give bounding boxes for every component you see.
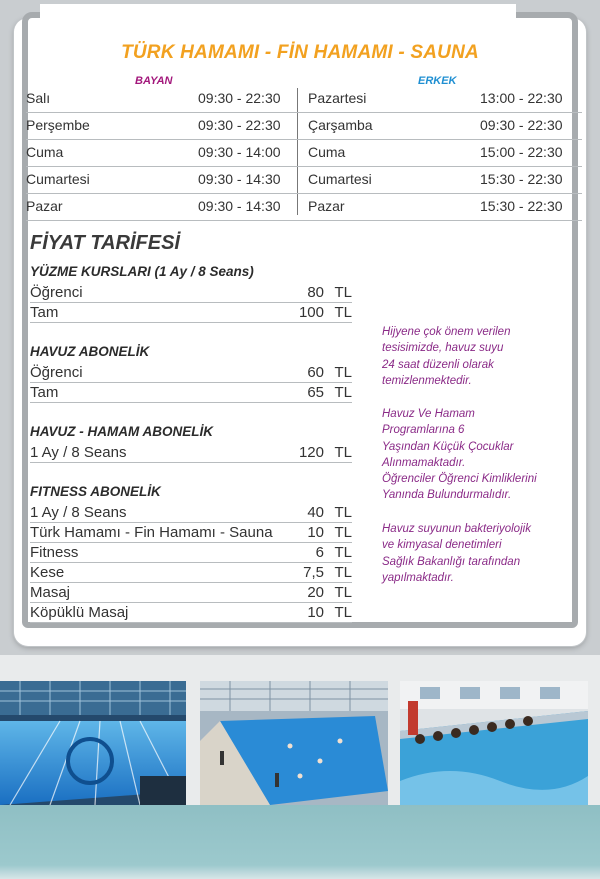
price-row (30, 583, 352, 603)
item-currency: TL (334, 584, 352, 601)
section-heading: HAVUZ ABONELİK (30, 344, 150, 359)
note-line: Alınmamaktadır. (382, 456, 466, 469)
item-name: Öğrenci (30, 284, 83, 301)
note-line: Hijyene çok önem verilen (382, 326, 511, 338)
schedule-row (26, 140, 582, 167)
erkek-time: 15:00 - 22:30 (480, 144, 563, 160)
erkek-time: 09:30 - 22:30 (480, 117, 563, 133)
row-rule (30, 322, 352, 323)
item-currency: TL (334, 384, 352, 401)
note-line: temizlenmektedir. (382, 374, 472, 387)
item-currency: TL (334, 284, 352, 301)
info-note (382, 521, 562, 586)
info-note (382, 406, 562, 504)
photo-swimming-class (400, 681, 588, 805)
erkek-day: Çarşamba (308, 117, 373, 133)
price-row (30, 603, 352, 623)
price-row (30, 543, 352, 563)
note-line: Yanında Bulundurmalıdır. (382, 489, 512, 502)
item-name: Masaj (30, 584, 71, 601)
item-amount: 10 (307, 524, 324, 541)
erkek-time: 13:00 - 22:30 (480, 90, 563, 106)
note-line: Programlarına 6 (382, 424, 465, 437)
price-row (30, 563, 352, 583)
schedule-row (26, 86, 582, 113)
row-rule (30, 622, 352, 623)
item-currency: TL (334, 444, 352, 461)
item-currency: TL (334, 504, 352, 521)
note-line: yapılmaktadır. (382, 571, 454, 584)
section-heading: HAVUZ - HAMAM ABONELİK (30, 424, 213, 439)
item-currency: TL (334, 604, 352, 621)
erkek-time: 15:30 - 22:30 (480, 171, 563, 187)
item-currency: TL (334, 364, 352, 381)
note-line: Havuz suyunun bakteriyolojik (382, 523, 531, 535)
info-note (382, 324, 562, 389)
item-name: Öğrenci (30, 364, 83, 381)
item-name: Tam (30, 304, 59, 321)
item-amount: 120 (298, 444, 324, 461)
page-title: TÜRK HAMAMI - FİN HAMAMI - SAUNA (121, 42, 479, 63)
item-amount: 60 (307, 364, 324, 381)
item-amount: 65 (307, 384, 324, 401)
schedule-table (26, 86, 582, 221)
erkek-day: Cumartesi (308, 171, 372, 187)
row-rule (30, 462, 352, 463)
item-currency: TL (334, 544, 352, 561)
bayan-time: 09:30 - 22:30 (198, 90, 281, 106)
item-amount: 20 (307, 584, 324, 601)
bayan-time: 09:30 - 14:30 (198, 198, 281, 214)
price-row (30, 383, 352, 403)
erkek-time: 15:30 - 22:30 (480, 198, 563, 214)
row-rule (26, 220, 582, 221)
item-name: Fitness (30, 544, 79, 561)
bayan-day: Salı (26, 90, 51, 106)
price-row (30, 303, 352, 323)
price-title: FİYAT TARİFESİ (30, 232, 180, 254)
bayan-label: BAYAN (135, 75, 173, 87)
note-line: 24 saat düzenli olarak (382, 358, 494, 371)
note-line: Havuz Ve Hamam (382, 408, 475, 420)
bayan-time: 09:30 - 14:00 (198, 144, 281, 160)
item-amount: 10 (307, 604, 324, 621)
item-currency: TL (334, 564, 352, 581)
item-amount: 80 (307, 284, 324, 301)
item-amount: 6 (315, 544, 324, 561)
item-currency: TL (334, 524, 352, 541)
bayan-time: 09:30 - 14:30 (198, 171, 281, 187)
price-row (30, 443, 352, 463)
item-amount: 40 (307, 504, 324, 521)
erkek-day: Cuma (308, 144, 346, 160)
erkek-day: Pazar (308, 198, 345, 214)
price-row (30, 523, 352, 543)
item-currency: TL (334, 304, 352, 321)
note-line: Sağlık Bakanlığı tarafından (382, 555, 521, 568)
photo-olympic-pool (0, 681, 186, 805)
item-name: Tam (30, 384, 59, 401)
frame-gap (40, 4, 516, 20)
item-name: Türk Hamamı - Fin Hamamı - Sauna (30, 524, 273, 541)
photo-recreation-pool (200, 681, 388, 805)
schedule-row (26, 113, 582, 140)
note-line: tesisimizde, havuz suyu (382, 342, 504, 355)
item-name: Köpüklü Masaj (30, 604, 129, 621)
row-rule (30, 402, 352, 403)
section-heading: YÜZME KURSLARI (1 Ay / 8 Seans) (30, 264, 254, 279)
bayan-day: Perşembe (26, 117, 90, 133)
item-name: 1 Ay / 8 Seans (30, 504, 127, 521)
bayan-day: Pazar (26, 198, 63, 214)
note-line: Yaşından Küçük Çocuklar (382, 440, 514, 453)
item-name: Kese (30, 564, 65, 581)
item-name: 1 Ay / 8 Seans (30, 444, 127, 461)
price-row (30, 363, 352, 383)
erkek-day: Pazartesi (308, 90, 367, 106)
bayan-day: Cuma (26, 144, 64, 160)
schedule-row (26, 167, 582, 194)
bayan-time: 09:30 - 22:30 (198, 117, 281, 133)
item-amount: 7,5 (303, 564, 324, 581)
note-line: ve kimyasal denetimleri (382, 539, 502, 552)
note-line: Öğrenciler Öğrenci Kimliklerini (382, 473, 537, 486)
erkek-label: ERKEK (418, 75, 457, 87)
schedule-row (26, 194, 582, 221)
price-row (30, 503, 352, 523)
section-heading: FITNESS ABONELİK (30, 484, 161, 499)
item-amount: 100 (298, 304, 324, 321)
price-row (30, 283, 352, 303)
bayan-day: Cumartesi (26, 171, 90, 187)
